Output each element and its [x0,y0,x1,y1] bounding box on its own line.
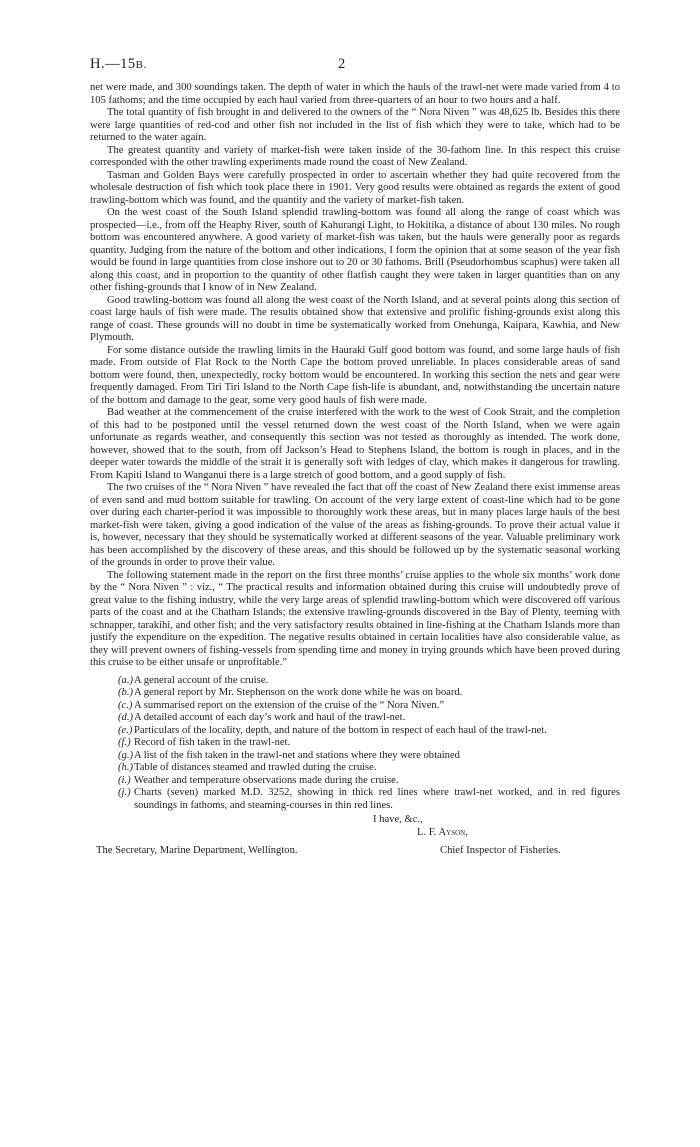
list-marker: (j.) [118,787,131,798]
paragraph: The greatest quantity and variety of market-fish were taken inside of the 30-fathom line. In this respect this cruise corresponded with the other trawling experiments made round the coast of New Zealand. [90,144,620,168]
list-item-text: Table of distances steamed and trawled during the cruise. [134,762,377,773]
paragraph: The total quantity of fish brought in and delivered to the owners of the “ Nora Niven ” was 48,625 lb. Besides this there were large quantities of red-cod and other fish not included in the list of fish which they were to take, which had to be returned to the water again. [90,107,620,143]
list-marker: (i.) [118,774,131,786]
letter-closing [90,814,620,876]
paragraph: For some distance outside the trawling limits in the Hauraki Gulf good bottom was found, and some large hauls of fish made. From outside of Flat Rock to the North Cape the bottom proved unreliable. In places considerable areas of sand bottom were found, then, unexpectedly, rocky bottom would be encountered. In working this section the nets and gear were frequently damaged. From Tiri Tiri Island to the North Cape fish-life is abundant, and, notwithstanding the uncertain nature of the bottom and damage to the gear, some very good hauls of fish were made. [90,344,620,406]
closing-greeting: I have, &c., [373,814,423,825]
list-item [118,775,620,788]
list-marker: (c.) [118,699,133,711]
list-marker: (h.) [118,762,134,773]
list-item-text: A list of the fish taken in the trawl-net and stations where they were obtained [134,749,460,761]
list-marker: (f.) [118,737,131,748]
list-marker: (e.) [118,724,133,736]
list-item-text: Particulars of the locality, depth, and nature of the bottom in respect of each haul of the trawl-net. [134,724,547,736]
list-item [118,762,620,775]
paragraph: Good trawling-bottom was found all along the west coast of the North Island, and at several points along this section of coast large hauls of fish were made. The results obtained show that extensive and prolific fishing-grounds exist along this range of coast. These grounds will no doubt in time be systematically worked from Onehunga, Kaipara, Kawhia, and New Plymouth. [90,294,620,343]
list-item [118,700,620,713]
list-item-text: Charts (seven) marked M.D. 3252, showing in thick red lines where trawl-net worked, and in red figures soundings in fathoms, and steaming-courses in thin red lines. [134,787,620,811]
signature-name: L. F. Ayson, [417,827,468,838]
enclosures-list [118,675,620,813]
list-marker: (a.) [118,674,134,686]
paragraph: On the west coast of the South Island splendid trawling-bottom was found all along the range of coast which was prospected—i.e., from off the Heaphy River, south of Kahurangi Light, to Hokitika, a distance of about 130 miles. No rough bottom was encountered anywhere. A good variety of market-fish was taken, but the hauls were generally poor as regards quantity. Judging from the nature of the bottom and other indications, I form the opinion that at some season of the year fish would be found in large quantities from close inshore out to 20 or 30 fathoms. Brill (Pseudorhombus scaphus) were taken all along this coast, and in proportion to the quantity of other flatfish caught they were taken in larger quantities than on any other fishing-grounds that I know of in New Zealand. [90,207,620,293]
list-item [118,787,620,812]
addressee: The Secretary, Marine Department, Wellington. [96,845,298,856]
list-item [118,712,620,725]
report-body [90,82,620,876]
list-item-text: Record of fish taken in the trawl-net. [134,737,291,748]
paragraph: The two cruises of the “ Nora Niven ” have revealed the fact that off the coast of New Zealand there exist immense areas of even sand and mud bottom suitable for trawling. On account of the very large extent of coast-line which had to be gone over during each charter-period it was impossible to thoroughly work these areas, but in many places large hauls of the best market-fish were taken, giving a good indication of the value of the areas as fishing-grounds. To prove their actual value it is, however, necessary that they should be systematically worked at different seasons of the year. Valuable preliminary work has been accomplished by the discovery of these areas, and this should be followed up by the systematic seasonal working of the grounds in order to prove their value. [90,482,620,568]
list-item-text: A general account of the cruise. [134,674,269,686]
list-item-text: A detailed account of each day’s work and haul of the trawl-net. [134,712,406,723]
list-item [118,737,620,750]
signer-title: Chief Inspector of Fisheries. [440,845,561,856]
list-item [118,687,620,700]
list-item [118,750,620,763]
paragraph: net were made, and 300 soundings taken. The depth of water in which the hauls of the trawl-net were made varied from 4 to 105 fathoms; and the time occupied by each haul varied from three-quarters of an hour to two hours and a half. [90,82,620,106]
list-item-text: A general report by Mr. Stephenson on the work done while he was on board. [134,687,463,698]
paragraph: The following statement made in the report on the first three months’ cruise applies to the whole six months’ work done by the “ Nora Niven ” : viz., “ The practical results and information obtained during this cruise will undoubtedly prove of great value to the fishing industry, while the very large areas of splendid trawling-bottom which were discovered off various parts of the coast and at the Chatham Islands; the extensive trawling-grounds discovered in the Bay of Plenty, teeming with schnapper, tarakihi, and other fish; and the very satisfactory results obtained in line-fishing at the Chatham Islands more than justify the expenditure on the expedition. The negative results obtained in certain localities have also considerable value, as they will prevent owners of fishing-vessels from spending time and money in trying grounds which have been proved during this cruise to be either unsafe or unprofitable.” [90,569,620,668]
list-item-text: A summarised report on the extension of the cruise of the “ Nora Niven.” [134,699,445,711]
list-item-text: Weather and temperature observations made during the cruise. [134,774,399,786]
list-marker: (d.) [118,712,134,723]
page-header [90,56,620,76]
list-marker: (b.) [118,687,134,698]
page-number: 2 [338,56,346,72]
list-item [118,675,620,688]
paragraph: Tasman and Golden Bays were carefully prospected in order to ascertain whether they had quite recovered from the wholesale destruction of fish which took place there in 1901. Very good results were obtained as regards the extent of good trawling-bottom which was found, and the quantity and the variety of market-fish taken. [90,169,620,206]
document-reference: H.—15B. [90,56,147,72]
list-item [118,725,620,738]
paragraph: Bad weather at the commencement of the cruise interfered with the work to the west of Cook Strait, and the completion of this had to be postponed until the vessel returned down the west coast of the North Island, when we were again unfortunate as regards weather, and consequently this section was not tested as thoroughly as intended. The work done, however, showed that to the south, from off Jackson’s Head to Stephens Island, the bottom is rough in places, and in the deeper water towards the middle of the strait it is generally soft with ledges of clay, which makes it dangerous for trawling. From Kapiti Island to Wanganui there is a large stretch of good bottom, and a good supply of fish. [90,407,620,481]
list-marker: (g.) [118,749,134,761]
